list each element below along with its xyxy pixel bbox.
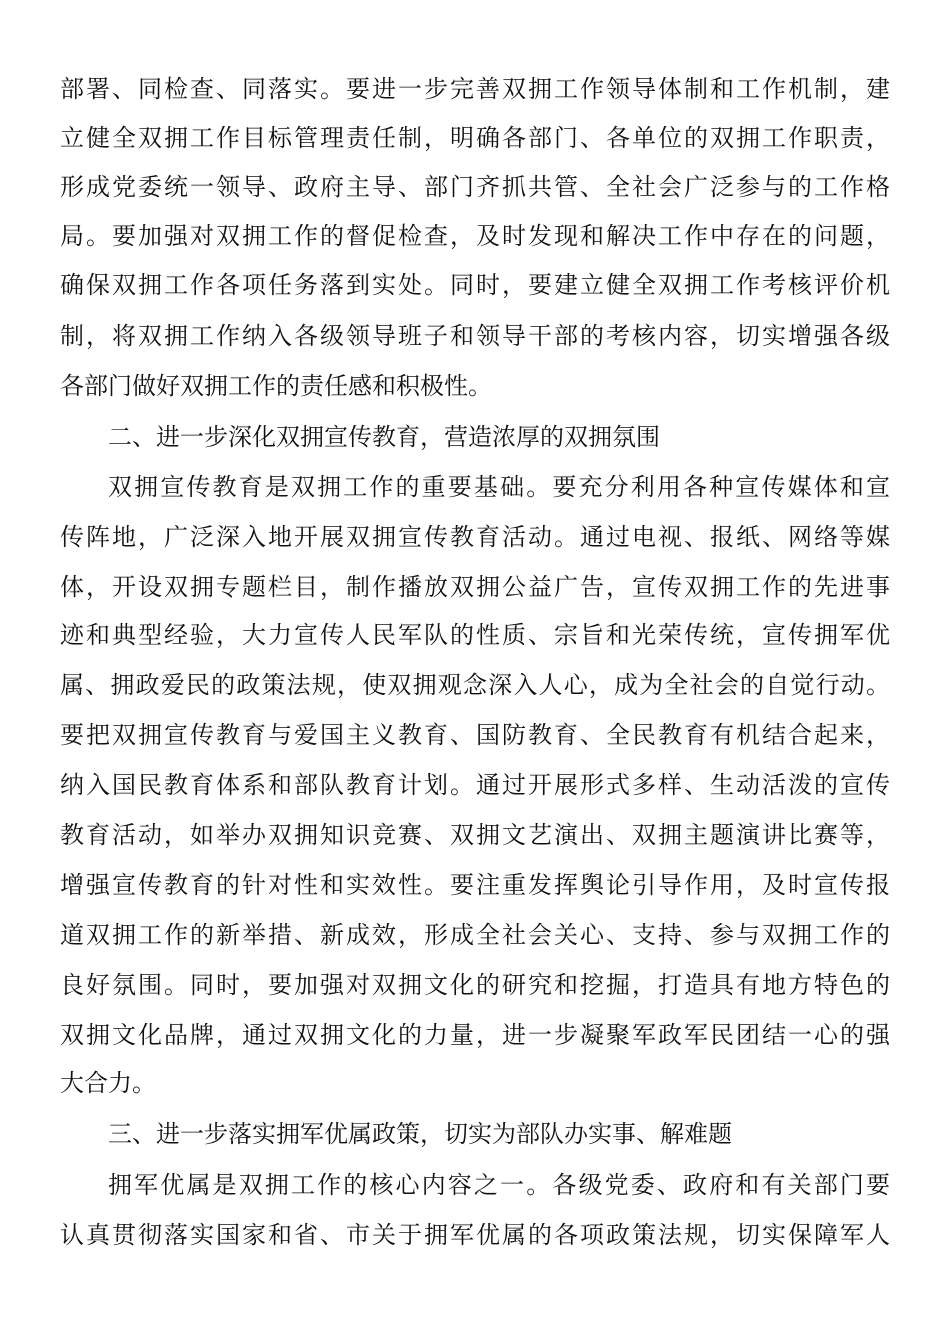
text-line-6: 制，将双拥工作纳入各级领导班子和领导干部的考核内容，切实增强各级 bbox=[60, 322, 890, 350]
section-heading-3: 三、进一步落实拥军优属政策，切实为部队办实事、解难题 bbox=[108, 1120, 732, 1148]
text-line-10: 传阵地，广泛深入地开展双拥宣传教育活动。通过电视、报纸、网络等媒 bbox=[60, 523, 890, 551]
text-line-14: 要把双拥宣传教育与爱国主义教育、国防教育、全民教育有机结合起来， bbox=[60, 721, 890, 749]
section-heading-2: 二、进一步深化双拥宣传教育，营造浓厚的双拥氛围 bbox=[108, 423, 660, 451]
text-line-21: 大合力。 bbox=[60, 1069, 156, 1097]
text-line-3: 形成党委统一领导、政府主导、部门齐抓共管、全社会广泛参与的工作格 bbox=[60, 173, 890, 201]
text-line-19: 良好氛围。同时，要加强对双拥文化的研究和挖掘，打造具有地方特色的 bbox=[60, 971, 890, 999]
text-line-7: 各部门做好双拥工作的责任感和积极性。 bbox=[60, 372, 492, 400]
text-line-15: 纳入国民教育体系和部队教育计划。通过开展形式多样、生动活泼的宣传 bbox=[60, 771, 890, 799]
text-line-18: 道双拥工作的新举措、新成效，形成全社会关心、支持、参与双拥工作的 bbox=[60, 921, 890, 949]
text-line-11: 体，开设双拥专题栏目，制作播放双拥公益广告，宣传双拥工作的先进事 bbox=[60, 573, 890, 601]
text-line-4: 局。要加强对双拥工作的督促检查，及时发现和解决工作中存在的问题， bbox=[60, 222, 890, 250]
text-line-24: 认真贯彻落实国家和省、市关于拥军优属的各项政策法规，切实保障军人 bbox=[60, 1221, 890, 1249]
text-line-12: 迹和典型经验，大力宣传人民军队的性质、宗旨和光荣传统，宣传拥军优 bbox=[60, 621, 890, 649]
text-line-16: 教育活动，如举办双拥知识竞赛、双拥文艺演出、双拥主题演讲比赛等， bbox=[60, 821, 890, 849]
text-line-17: 增强宣传教育的针对性和实效性。要注重发挥舆论引导作用，及时宣传报 bbox=[60, 871, 890, 899]
text-line-1: 部署、同检查、同落实。要进一步完善双拥工作领导体制和工作机制，建 bbox=[60, 75, 890, 103]
text-line-13: 属、拥政爱民的政策法规，使双拥观念深入人心，成为全社会的自觉行动。 bbox=[60, 671, 890, 699]
text-line-5: 确保双拥工作各项任务落到实处。同时，要建立健全双拥工作考核评价机 bbox=[60, 271, 890, 299]
text-line-2: 立健全双拥工作目标管理责任制，明确各部门、各单位的双拥工作职责， bbox=[60, 124, 890, 152]
text-line-9: 双拥宣传教育是双拥工作的重要基础。要充分利用各种宣传媒体和宣 bbox=[108, 473, 890, 501]
text-line-20: 双拥文化品牌，通过双拥文化的力量，进一步凝聚军政军民团结一心的强 bbox=[60, 1021, 890, 1049]
text-line-23: 拥军优属是双拥工作的核心内容之一。各级党委、政府和有关部门要 bbox=[108, 1171, 890, 1199]
